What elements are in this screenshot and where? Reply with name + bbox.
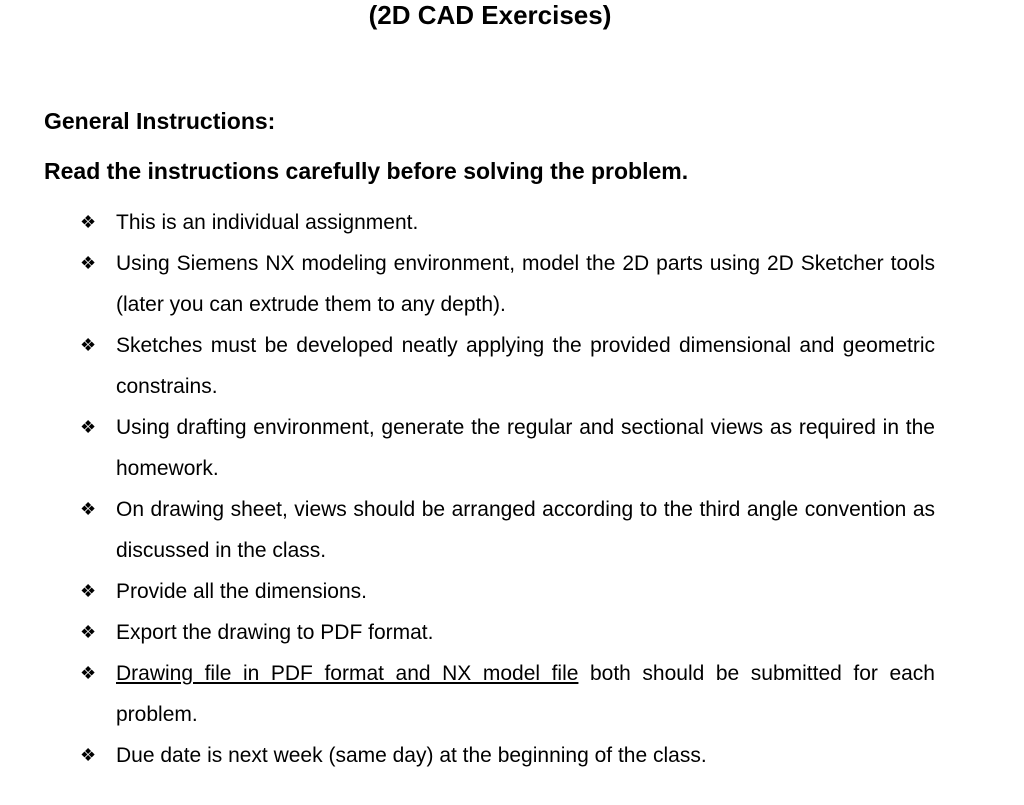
list-item — [80, 407, 935, 489]
instruction-text: This is an individual assignment. — [116, 211, 419, 234]
diamond-bullet-icon: ❖ — [80, 581, 97, 601]
instruction-text: Provide all the dimensions. — [116, 580, 367, 603]
diamond-bullet-icon: ❖ — [80, 212, 97, 232]
instruction-text: On drawing sheet, views should be arranged according to the third angle convention as discussed in the class. — [116, 498, 935, 562]
list-item — [80, 325, 935, 407]
list-item — [80, 243, 935, 325]
diamond-bullet-icon: ❖ — [80, 417, 97, 437]
instruction-text: both should be submitted for each problem. — [116, 662, 935, 726]
instruction-list — [80, 202, 935, 776]
section-heading: General Instructions: — [44, 108, 276, 134]
instruction-text: Using drafting environment, generate the regular and sectional views as required in the homework. — [116, 416, 935, 480]
underlined-text: Drawing file in PDF format and NX model file — [116, 662, 579, 685]
diamond-bullet-icon: ❖ — [80, 253, 97, 273]
diamond-bullet-icon: ❖ — [80, 663, 97, 683]
list-item — [80, 202, 935, 243]
instruction-text: Due date is next week (same day) at the beginning of the class. — [116, 744, 707, 767]
list-item — [80, 653, 935, 735]
diamond-bullet-icon: ❖ — [80, 622, 97, 642]
diamond-bullet-icon: ❖ — [80, 335, 97, 355]
instruction-text: Export the drawing to PDF format. — [116, 621, 434, 644]
list-item — [80, 571, 935, 612]
document-title: (2D CAD Exercises) — [368, 0, 612, 30]
diamond-bullet-icon: ❖ — [80, 499, 97, 519]
intro-instruction: Read the instructions carefully before solving the problem. — [44, 158, 689, 184]
list-item — [80, 735, 935, 776]
instruction-text: Sketches must be developed neatly applying the provided dimensional and geometric constrains. — [116, 334, 935, 398]
instruction-text: Using Siemens NX modeling environment, model the 2D parts using 2D Sketcher tools (later you can extrude them to any depth). — [116, 252, 935, 316]
list-item — [80, 612, 935, 653]
diamond-bullet-icon: ❖ — [80, 745, 97, 765]
list-item — [80, 489, 935, 571]
